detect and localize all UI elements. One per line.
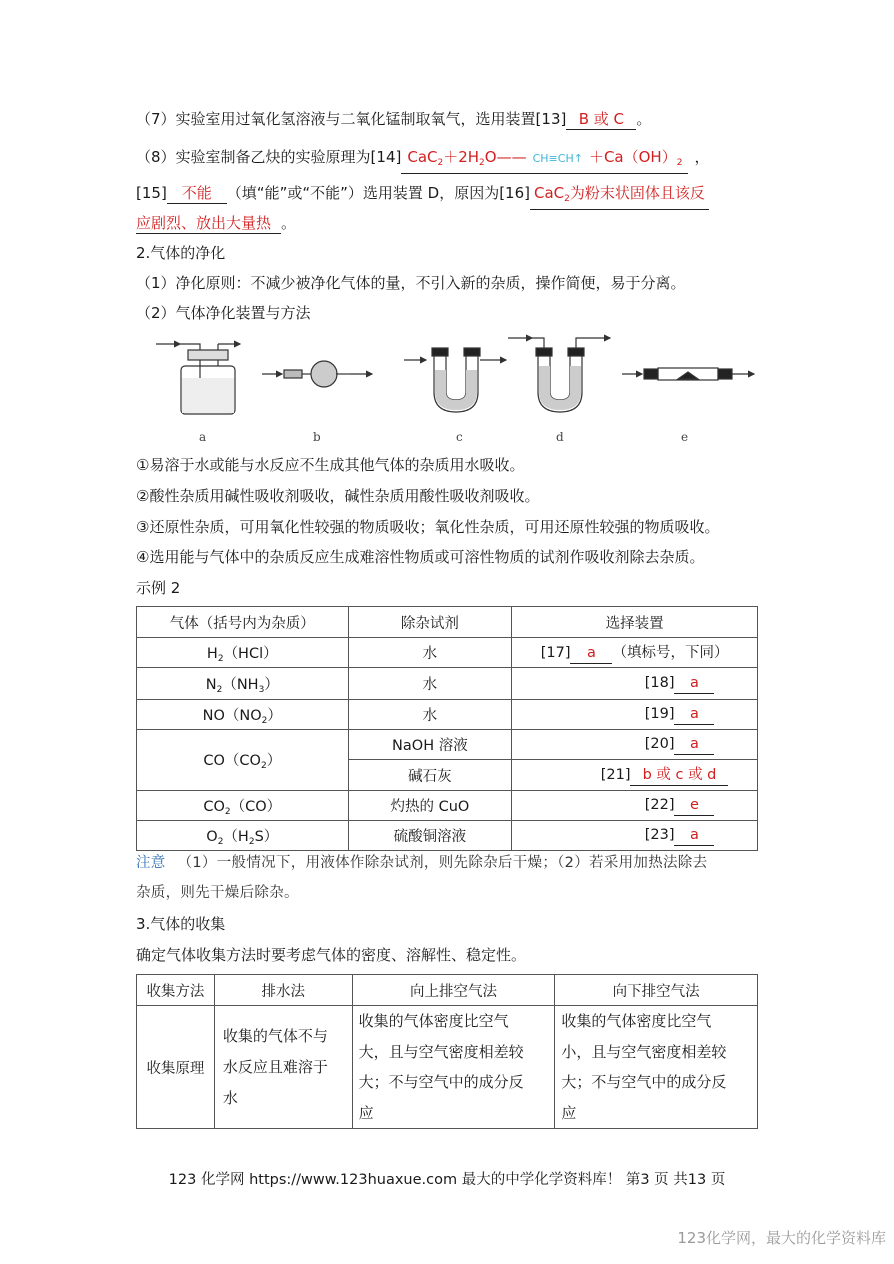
q8-reason-end: 。 [281,214,297,232]
combustion-tube-e [622,368,754,380]
rule-1: ①易溶于水或能与水反应不生成其他气体的杂质用水吸收。 [136,456,525,474]
answer-17: a [570,643,612,664]
question-8-line3 [136,212,296,234]
answer-22: e [674,795,714,816]
q8-mid15: （填“能”或“不能”）选用装置 D，原因为[16] [226,184,530,202]
th-method: 收集方法 [137,975,215,1006]
answer-23: a [674,825,714,846]
down-principle: 收集的气体密度比空气 小，且与空气密度相差较 大；不与空气中的成分反 应 [555,1006,758,1129]
rule-4: ④选用能与气体中的杂质反应生成难溶性物质或可溶性物质的试剂作吸收剂除去杂质。 [136,548,705,566]
table-row: $N_2(NH_3)$ 水 [18] a [137,668,758,700]
question-7 [136,108,651,130]
th-up: 向上排空气法 [352,975,555,1006]
question-8 [136,146,709,174]
row-label: 收集原理 [137,1006,215,1129]
section-2-p2: （2）气体净化装置与方法 [136,304,311,322]
q7-end: 。 [636,110,652,128]
example-label: 示例 2 [136,579,181,597]
acetylene-gas: CH≡CH↑ [532,152,583,165]
answer-13: B 或 C [566,109,636,130]
note-line-2: 杂质，则先干燥后除杂。 [136,885,299,901]
rule-2: ②酸性杂质用碱性吸收剂吸收，碱性杂质用酸性吸收剂吸收。 [136,487,540,505]
note-head: 注意 [136,855,166,871]
note-line-1: 注意 （1）一般情况下，用液体作除杂试剂，则先除杂后干燥；（2）若采用加热法除去 [136,855,708,871]
answer-20: a [674,734,714,755]
u-tube-d [508,338,610,412]
water-principle: 收集的气体不与 水反应且难溶于 水 [214,1006,352,1129]
answer-15: 不能 [167,183,227,204]
watermark: 123化学网，最大的化学资料库 [677,1229,886,1247]
section-2-title: 2.气体的净化 [136,244,226,262]
washing-bottle-a [156,344,240,414]
collection-table [136,974,758,1129]
section-3-title: 3.气体的收集 [136,915,226,933]
table-row: $O_2(H_2S)$ 硫酸铜溶液 [23] a [137,821,758,851]
th-water: 排水法 [214,975,352,1006]
table-row: $H_2(HCl)$ 水 [17] a （填标号，下同） [137,638,758,668]
fig-label-b: b [313,430,321,444]
answer-18: a [674,673,714,694]
fig-label-d: d [556,430,564,444]
answer-19: a [674,704,714,725]
rule-3: ③还原性杂质，可用氧化性较强的物质吸收；氧化性杂质，可用还原性较强的物质吸收。 [136,518,720,536]
gas-purification-apparatus [136,330,756,448]
th-gas: 气体（括号内为杂质） [137,607,349,638]
table-row: $NO(NO_2)$ 水 [19] a [137,700,758,730]
answer-16-part1: CaC$_2$为粉末状固体且该反 [530,183,709,210]
th-down: 向下排空气法 [555,975,758,1006]
question-8-line2 [136,182,709,210]
fig-label-a: a [199,430,207,444]
purification-table [136,606,758,851]
q7-text: （7）实验室用过氧化氢溶液与二氧化锰制取氧气，选用装置[13] [136,110,567,128]
up-principle: 收集的气体密度比空气 大，且与空气密度相差较 大；不与空气中的成分反 应 [352,1006,555,1129]
table-row: 碱石灰 [21] b 或 c 或 d [137,760,758,791]
th-device: 选择装置 [512,607,758,638]
q8-end: ， [694,148,710,166]
table-row [137,1006,758,1129]
th-reagent: 除杂试剂 [348,607,512,638]
q8-prefix: （8）实验室制备乙炔的实验原理为[14] [136,148,402,166]
section-3-intro: 确定气体收集方法时要考虑气体的密度、溶解性、稳定性。 [136,946,527,964]
fig-label-e: e [681,430,689,444]
fig-label-c: c [456,430,463,444]
table-row: $CO_2(CO)$ 灼热的 CuO [22] e [137,791,758,821]
table-row: $CO(CO_2)$ NaOH 溶液 [20] a [137,730,758,760]
u-tube-c [404,348,506,412]
answer-14: $CaC_2+2H_2O——$ CH≡CH↑ $+Ca(OH)_2$ [401,147,688,174]
drying-tube-b [262,361,372,387]
answer-21: b 或 c 或 d [630,765,728,786]
page-footer: 123 化学网 https://www.123huaxue.com 最大的中学化学资料库！ 第3 页 共13 页 [168,1172,726,1188]
section-2-p1: （1）净化原则：不减少被净化气体的量，不引入新的杂质，操作简便，易于分离。 [136,274,686,292]
blank-15-label: [15] [136,184,167,202]
answer-16-part2: 应剧烈、放出大量热 [136,213,281,234]
